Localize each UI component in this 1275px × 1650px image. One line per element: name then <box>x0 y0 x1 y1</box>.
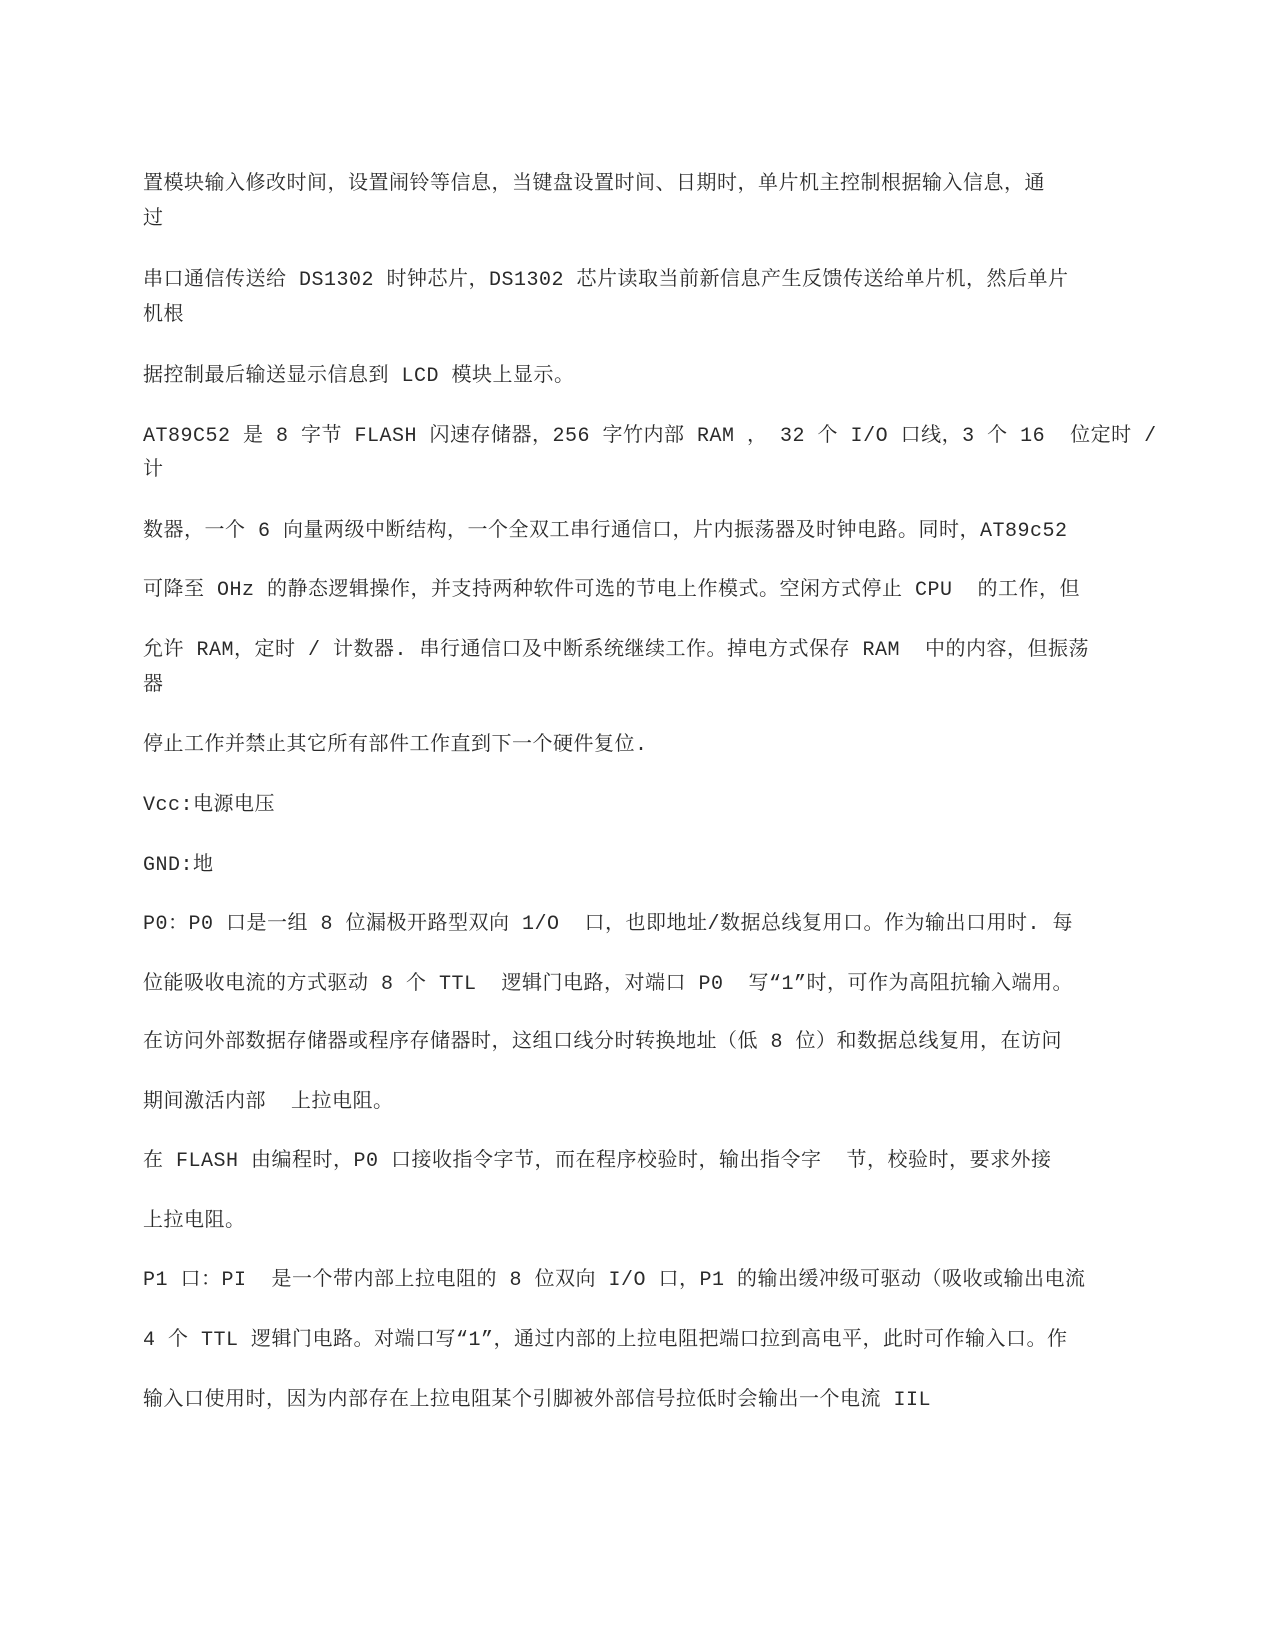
paragraph-line: 可降至 OHz 的静态逻辑操作，并支持两种软件可选的节电上作模式。空闲方式停止 CPU 的工作，但 <box>143 579 1081 602</box>
paragraph-line: 上拉电阻。 <box>143 1210 246 1233</box>
paragraph-line: 在 FLASH 由编程时，P0 口接收指令字节，而在程序校验时，输出指令字 节，校验时，要求外接 <box>143 1150 1052 1173</box>
paragraph-line: 机根 <box>143 304 184 327</box>
paragraph-line: 允许 RAM，定时 / 计数器. 串行通信口及中断系统继续工作。掉电方式保存 RAM 中的内容，但振荡 <box>143 639 1090 662</box>
paragraph-line: GND:地 <box>143 854 214 877</box>
paragraph-line: 计 <box>143 459 164 482</box>
paragraph-line: 器 <box>143 674 164 697</box>
paragraph-line: 4 个 TTL 逻辑门电路。对端口写“1”，通过内部的上拉电阻把端口拉到高电平，此时可作输入口。作 <box>143 1329 1068 1352</box>
paragraph-line: 据控制最后输送显示信息到 LCD 模块上显示。 <box>143 365 575 388</box>
paragraph-line: P1 口：PI 是一个带内部上拉电阻的 8 位双向 I/O 口，P1 的输出缓冲级可驱动（吸收或输出电流 <box>143 1269 1086 1292</box>
paragraph-line: 串口通信传送给 DS1302 时钟芯片，DS1302 芯片读取当前新信息产生反馈传送给单片机，然后单片 <box>143 269 1069 292</box>
paragraph-line: 期间激活内部 上拉电阻。 <box>143 1091 394 1114</box>
paragraph-line: 过 <box>143 208 164 231</box>
paragraph-line: 数器，一个 6 向量两级中断结构，一个全双工串行通信口，片内振荡器及时钟电路。同时，AT89c52 <box>143 520 1068 543</box>
paragraph-line: 位能吸收电流的方式驱动 8 个 TTL 逻辑门电路，对端口 P0 写“1”时，可作为高阻抗输入端用。 <box>143 973 1074 996</box>
paragraph-line: Vcc:电源电压 <box>143 794 276 817</box>
paragraph-line: 置模块输入修改时间，设置闹铃等信息，当键盘设置时间、日期时，单片机主控制根据输入信息，通 <box>143 173 1045 196</box>
paragraph-line: AT89C52 是 8 字节 FLASH 闪速存储器，256 字竹内部 RAM ， 32 个 I/O 口线，3 个 16 位定时 / <box>143 425 1157 448</box>
paragraph-line: 输入口使用时，因为内部存在上拉电阻某个引脚被外部信号拉低时会输出一个电流 IIL <box>143 1389 932 1412</box>
paragraph-line: 在访问外部数据存储器或程序存储器时，这组口线分时转换地址（低 8 位）和数据总线复用，在访问 <box>143 1031 1063 1054</box>
paragraph-line: P0：P0 口是一组 8 位漏极开路型双向 1/O 口，也即地址/数据总线复用口。作为输出口用时. 每 <box>143 913 1074 936</box>
paragraph-line: 停止工作并禁止其它所有部件工作直到下一个硬件复位. <box>143 734 648 757</box>
